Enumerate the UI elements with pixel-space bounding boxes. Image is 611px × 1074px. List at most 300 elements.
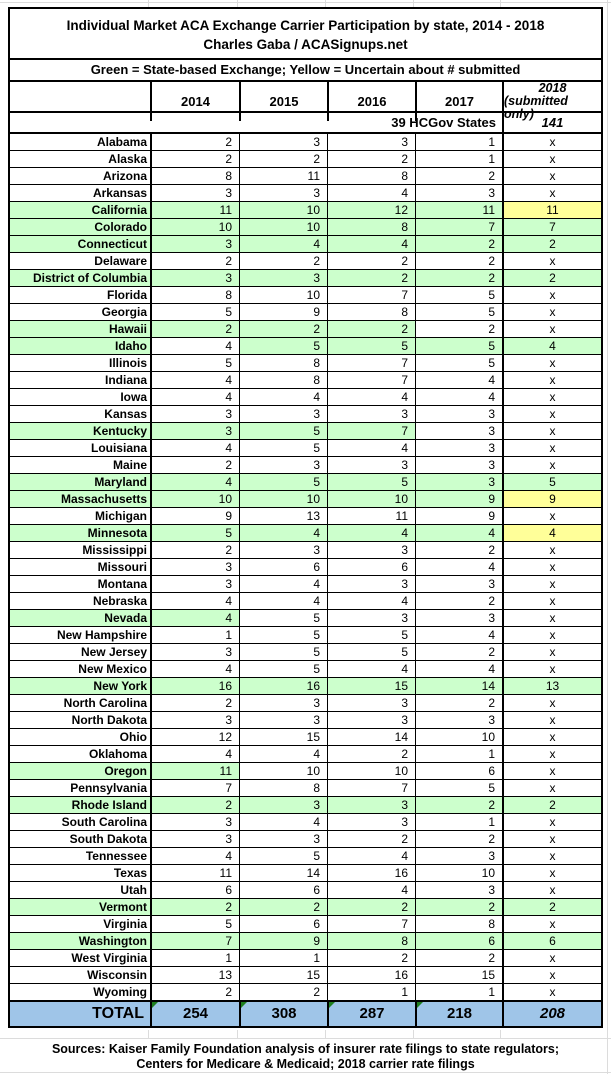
cell-2018[interactable]: 6 [502, 933, 601, 949]
cell-2018[interactable]: x [502, 780, 601, 796]
cell-state-name[interactable]: Arizona [102, 169, 147, 183]
cell-2015[interactable]: 3 [239, 542, 327, 558]
cell-2016[interactable]: 4 [327, 440, 415, 456]
cell-2018[interactable]: x [502, 712, 601, 728]
cell-2014[interactable]: 2 [150, 797, 239, 813]
cell-2014[interactable]: 4 [150, 610, 239, 626]
cell-2015[interactable]: 10 [239, 763, 327, 779]
cell-2015[interactable]: 5 [239, 423, 327, 439]
cell-2015[interactable]: 2 [239, 253, 327, 269]
cell-2015[interactable]: 3 [239, 695, 327, 711]
cell-2014[interactable]: 2 [150, 542, 239, 558]
cell-state-name[interactable]: Iowa [120, 390, 147, 404]
total-2015[interactable] [239, 1002, 327, 1026]
cell-state-name[interactable]: Alabama [96, 135, 147, 149]
cell-2018[interactable]: x [502, 406, 601, 422]
cell-2017[interactable]: 2 [415, 542, 502, 558]
total-2017[interactable] [415, 1002, 502, 1026]
cell-state-name[interactable]: Nebraska [92, 594, 147, 608]
cell-2015[interactable]: 14 [239, 865, 327, 881]
cell-2014[interactable]: 4 [150, 338, 239, 354]
cell-2018[interactable]: x [502, 882, 601, 898]
cell-state-name[interactable]: Colorado [10, 219, 150, 235]
cell-2015[interactable]: 6 [239, 882, 327, 898]
cell-2018[interactable]: x [502, 746, 601, 762]
cell-2016[interactable]: 14 [327, 729, 415, 745]
cell-2016[interactable]: 3 [327, 134, 415, 150]
cell-2015[interactable]: 4 [239, 593, 327, 609]
cell-2017[interactable]: 5 [415, 287, 502, 303]
cell-2018[interactable]: x [502, 576, 601, 592]
cell-2018[interactable]: x [502, 508, 601, 524]
cell-state-name[interactable]: Delaware [94, 254, 147, 268]
cell-2018[interactable]: x [502, 389, 601, 405]
cell-2017[interactable]: 3 [415, 712, 502, 728]
cell-2014[interactable]: 8 [150, 168, 239, 184]
cell-state-name[interactable]: North Dakota [71, 713, 147, 727]
cell-2016[interactable]: 3 [327, 610, 415, 626]
cell-2018[interactable]: 2 [502, 797, 601, 813]
cell-2017[interactable]: 3 [415, 474, 502, 490]
cell-2018[interactable]: x [502, 729, 601, 745]
cell-2017[interactable]: 4 [415, 627, 502, 643]
cell-2017[interactable]: 5 [415, 338, 502, 354]
cell-2017[interactable]: 2 [415, 950, 502, 966]
cell-2016[interactable]: 3 [327, 695, 415, 711]
cell-2016[interactable]: 4 [327, 661, 415, 677]
cell-state-name[interactable]: Rhode Island [10, 797, 150, 813]
cell-2018[interactable]: x [502, 763, 601, 779]
cell-2017[interactable]: 9 [415, 491, 502, 507]
cell-state-name[interactable]: Kansas [104, 407, 147, 421]
cell-2016[interactable]: 8 [327, 219, 415, 235]
cell-2016[interactable]: 2 [327, 746, 415, 762]
cell-2014[interactable]: 4 [150, 848, 239, 864]
cell-state-name[interactable]: Arkansas [92, 186, 147, 200]
cell-2016[interactable]: 3 [327, 797, 415, 813]
cell-2015[interactable]: 4 [239, 814, 327, 830]
header-2014[interactable]: 2014 [150, 82, 239, 121]
cell-2017[interactable]: 2 [415, 797, 502, 813]
cell-2016[interactable]: 4 [327, 882, 415, 898]
cell-2017[interactable]: 3 [415, 440, 502, 456]
cell-2017[interactable]: 7 [415, 219, 502, 235]
cell-2018[interactable]: x [502, 168, 601, 184]
cell-2016[interactable]: 5 [327, 627, 415, 643]
cell-state-name[interactable]: Michigan [94, 509, 147, 523]
cell-2014[interactable]: 4 [150, 440, 239, 456]
cell-state-name[interactable]: Illinois [108, 356, 147, 370]
cell-2016[interactable]: 3 [327, 814, 415, 830]
cell-2015[interactable]: 10 [239, 219, 327, 235]
cell-2017[interactable]: 1 [415, 134, 502, 150]
cell-2017[interactable]: 5 [415, 355, 502, 371]
cell-2014[interactable]: 2 [150, 151, 239, 167]
cell-state-name[interactable]: Washington [10, 933, 150, 949]
cell-2015[interactable]: 15 [239, 967, 327, 983]
cell-state-name[interactable]: Vermont [10, 899, 150, 915]
cell-2016[interactable]: 3 [327, 542, 415, 558]
cell-2017[interactable]: 5 [415, 304, 502, 320]
cell-2016[interactable]: 15 [327, 678, 415, 694]
cell-2018[interactable]: x [502, 321, 601, 337]
cell-2017[interactable]: 3 [415, 848, 502, 864]
cell-2016[interactable]: 2 [327, 831, 415, 847]
cell-2015[interactable]: 10 [239, 202, 327, 218]
cell-2017[interactable]: 3 [415, 406, 502, 422]
cell-2014[interactable]: 3 [150, 406, 239, 422]
total-2018[interactable] [502, 1002, 601, 1026]
cell-2016[interactable]: 2 [327, 253, 415, 269]
cell-state-name[interactable]: Pennsylvania [70, 781, 147, 795]
cell-2015[interactable]: 5 [239, 627, 327, 643]
cell-2016[interactable]: 12 [327, 202, 415, 218]
cell-2015[interactable]: 13 [239, 508, 327, 524]
cell-2015[interactable]: 5 [239, 848, 327, 864]
cell-2017[interactable]: 2 [415, 270, 502, 286]
cell-2014[interactable]: 4 [150, 661, 239, 677]
cell-state-name[interactable]: Kentucky [10, 423, 150, 439]
cell-2016[interactable]: 3 [327, 576, 415, 592]
cell-2017[interactable]: 5 [415, 780, 502, 796]
cell-2014[interactable]: 13 [150, 967, 239, 983]
cell-2016[interactable]: 16 [327, 967, 415, 983]
total-2014[interactable] [150, 1002, 239, 1026]
cell-2018[interactable]: x [502, 355, 601, 371]
cell-2015[interactable]: 3 [239, 270, 327, 286]
cell-2016[interactable]: 4 [327, 389, 415, 405]
cell-2014[interactable]: 11 [150, 763, 239, 779]
cell-state-name[interactable]: Montana [97, 577, 147, 591]
cell-state-name[interactable]: Tennessee [85, 849, 147, 863]
cell-2018[interactable]: x [502, 457, 601, 473]
cell-state-name[interactable]: Louisiana [90, 441, 147, 455]
cell-2016[interactable]: 4 [327, 593, 415, 609]
cell-2018[interactable]: 7 [502, 219, 601, 235]
cell-2014[interactable]: 4 [150, 389, 239, 405]
cell-2014[interactable]: 2 [150, 695, 239, 711]
cell-2016[interactable]: 7 [327, 916, 415, 932]
cell-2015[interactable]: 5 [239, 440, 327, 456]
cell-state-name[interactable]: Indiana [104, 373, 147, 387]
cell-2017[interactable]: 15 [415, 967, 502, 983]
cell-2017[interactable]: 6 [415, 763, 502, 779]
cell-2018[interactable]: x [502, 542, 601, 558]
cell-2018[interactable]: x [502, 848, 601, 864]
cell-state-name[interactable]: Wyoming [93, 985, 147, 999]
cell-state-name[interactable]: Hawaii [10, 321, 150, 337]
cell-2018[interactable]: x [502, 559, 601, 575]
cell-2018[interactable]: x [502, 661, 601, 677]
cell-2017[interactable]: 2 [415, 321, 502, 337]
cell-state-name[interactable]: Maine [112, 458, 147, 472]
cell-2014[interactable]: 4 [150, 593, 239, 609]
cell-state-name[interactable]: Nevada [10, 610, 150, 626]
cell-2017[interactable]: 3 [415, 457, 502, 473]
cell-2018[interactable]: x [502, 984, 601, 1000]
cell-2018[interactable]: x [502, 831, 601, 847]
cell-2014[interactable]: 2 [150, 134, 239, 150]
cell-2015[interactable]: 3 [239, 831, 327, 847]
cell-2017[interactable]: 3 [415, 423, 502, 439]
cell-2014[interactable]: 4 [150, 474, 239, 490]
cell-2015[interactable]: 3 [239, 712, 327, 728]
cell-2016[interactable]: 7 [327, 287, 415, 303]
cell-2016[interactable]: 6 [327, 559, 415, 575]
cell-2014[interactable]: 3 [150, 831, 239, 847]
cell-2014[interactable]: 3 [150, 644, 239, 660]
cell-2016[interactable]: 8 [327, 304, 415, 320]
cell-2015[interactable]: 1 [239, 950, 327, 966]
cell-state-name[interactable]: Georgia [101, 305, 147, 319]
cell-2018[interactable]: x [502, 627, 601, 643]
cell-2016[interactable]: 5 [327, 474, 415, 490]
cell-state-name[interactable]: North Carolina [63, 696, 147, 710]
cell-2015[interactable]: 2 [239, 984, 327, 1000]
cell-2018[interactable]: x [502, 950, 601, 966]
cell-2017[interactable]: 2 [415, 899, 502, 915]
cell-2018[interactable]: x [502, 287, 601, 303]
cell-2015[interactable]: 5 [239, 338, 327, 354]
cell-2016[interactable]: 3 [327, 712, 415, 728]
cell-state-name[interactable]: New Jersey [80, 645, 147, 659]
cell-2017[interactable]: 1 [415, 814, 502, 830]
cell-2018[interactable]: x [502, 185, 601, 201]
cell-2017[interactable]: 9 [415, 508, 502, 524]
cell-2018[interactable]: 2 [502, 236, 601, 252]
cell-2017[interactable]: 4 [415, 661, 502, 677]
cell-2015[interactable]: 9 [239, 933, 327, 949]
cell-2015[interactable]: 10 [239, 287, 327, 303]
cell-2015[interactable]: 9 [239, 304, 327, 320]
cell-2014[interactable]: 12 [150, 729, 239, 745]
cell-2015[interactable]: 6 [239, 916, 327, 932]
cell-2017[interactable]: 1 [415, 746, 502, 762]
cell-2018[interactable]: 2 [502, 270, 601, 286]
cell-2017[interactable]: 14 [415, 678, 502, 694]
cell-2014[interactable]: 3 [150, 576, 239, 592]
cell-2016[interactable]: 3 [327, 406, 415, 422]
cell-2018[interactable]: x [502, 916, 601, 932]
cell-state-name[interactable]: Virginia [103, 917, 147, 931]
cell-state-name[interactable]: New Mexico [78, 662, 147, 676]
cell-2014[interactable]: 16 [150, 678, 239, 694]
cell-state-name[interactable]: New York [10, 678, 150, 694]
header-2017[interactable]: 2017 [415, 82, 502, 121]
cell-2015[interactable]: 8 [239, 372, 327, 388]
cell-2018[interactable]: x [502, 151, 601, 167]
cell-state-name[interactable]: Alaska [108, 152, 147, 166]
cell-2016[interactable]: 4 [327, 185, 415, 201]
cell-2017[interactable]: 2 [415, 644, 502, 660]
total-2016[interactable] [327, 1002, 415, 1026]
cell-2018[interactable]: x [502, 440, 601, 456]
cell-2017[interactable]: 10 [415, 729, 502, 745]
cell-2016[interactable]: 3 [327, 457, 415, 473]
cell-2014[interactable]: 7 [150, 933, 239, 949]
cell-2015[interactable]: 11 [239, 168, 327, 184]
cell-state-name[interactable]: Ohio [119, 730, 147, 744]
cell-state-name[interactable]: Idaho [10, 338, 150, 354]
cell-state-name[interactable]: Texas [113, 866, 147, 880]
cell-2016[interactable]: 5 [327, 338, 415, 354]
cell-2014[interactable]: 2 [150, 457, 239, 473]
cell-2016[interactable]: 7 [327, 423, 415, 439]
cell-2014[interactable]: 5 [150, 304, 239, 320]
cell-2016[interactable]: 2 [327, 950, 415, 966]
cell-2015[interactable]: 4 [239, 746, 327, 762]
cell-2016[interactable]: 2 [327, 321, 415, 337]
hcgov-label[interactable]: 39 HCGov States [391, 115, 496, 130]
cell-2016[interactable]: 7 [327, 780, 415, 796]
cell-2018[interactable]: 13 [502, 678, 601, 694]
header-2016[interactable]: 2016 [327, 82, 415, 121]
cell-state-name[interactable]: Oklahoma [88, 747, 147, 761]
header-2015[interactable]: 2015 [239, 82, 327, 121]
cell-2015[interactable]: 3 [239, 134, 327, 150]
cell-2015[interactable]: 6 [239, 559, 327, 575]
cell-2014[interactable]: 1 [150, 627, 239, 643]
cell-2017[interactable]: 2 [415, 168, 502, 184]
cell-2015[interactable]: 4 [239, 525, 327, 541]
cell-2017[interactable]: 1 [415, 151, 502, 167]
cell-2015[interactable]: 5 [239, 610, 327, 626]
cell-2018[interactable]: x [502, 134, 601, 150]
cell-2018[interactable]: x [502, 644, 601, 660]
cell-2018[interactable]: x [502, 593, 601, 609]
cell-2014[interactable]: 11 [150, 865, 239, 881]
cell-2017[interactable]: 2 [415, 831, 502, 847]
cell-2018[interactable]: 11 [502, 202, 601, 218]
cell-2014[interactable]: 6 [150, 882, 239, 898]
cell-2017[interactable]: 8 [415, 916, 502, 932]
cell-state-name[interactable]: California [10, 202, 150, 218]
cell-2014[interactable]: 2 [150, 899, 239, 915]
cell-state-name[interactable]: Minnesota [10, 525, 150, 541]
cell-2014[interactable]: 3 [150, 559, 239, 575]
cell-2014[interactable]: 3 [150, 236, 239, 252]
cell-state-name[interactable]: Mississippi [82, 543, 147, 557]
cell-2015[interactable]: 15 [239, 729, 327, 745]
cell-state-name[interactable]: South Dakota [69, 832, 147, 846]
cell-2017[interactable]: 3 [415, 882, 502, 898]
cell-2015[interactable]: 5 [239, 474, 327, 490]
cell-2017[interactable]: 3 [415, 610, 502, 626]
cell-2015[interactable]: 5 [239, 661, 327, 677]
cell-2016[interactable]: 16 [327, 865, 415, 881]
cell-state-name[interactable]: Utah [120, 883, 147, 897]
cell-2015[interactable]: 3 [239, 406, 327, 422]
cell-2014[interactable]: 2 [150, 984, 239, 1000]
cell-2018[interactable]: x [502, 814, 601, 830]
cell-2017[interactable]: 10 [415, 865, 502, 881]
cell-2014[interactable]: 1 [150, 950, 239, 966]
cell-2015[interactable]: 10 [239, 491, 327, 507]
cell-state-name[interactable]: Connecticut [10, 236, 150, 252]
cell-2014[interactable]: 3 [150, 270, 239, 286]
cell-2015[interactable]: 2 [239, 321, 327, 337]
cell-2015[interactable]: 4 [239, 576, 327, 592]
cell-2018[interactable]: x [502, 610, 601, 626]
cell-state-name[interactable]: New Hampshire [56, 628, 147, 642]
cell-2016[interactable]: 10 [327, 491, 415, 507]
cell-2017[interactable]: 4 [415, 559, 502, 575]
cell-2014[interactable]: 5 [150, 525, 239, 541]
total-label[interactable]: TOTAL [92, 1005, 144, 1022]
cell-2016[interactable]: 8 [327, 933, 415, 949]
cell-2016[interactable]: 5 [327, 644, 415, 660]
cell-2017[interactable]: 4 [415, 389, 502, 405]
cell-2014[interactable]: 3 [150, 712, 239, 728]
cell-2016[interactable]: 8 [327, 168, 415, 184]
cell-2018[interactable]: x [502, 967, 601, 983]
cell-2018[interactable]: x [502, 423, 601, 439]
cell-2018[interactable]: 5 [502, 474, 601, 490]
cell-2015[interactable]: 8 [239, 780, 327, 796]
cell-state-name[interactable]: Maryland [10, 474, 150, 490]
cell-2014[interactable]: 3 [150, 814, 239, 830]
cell-2016[interactable]: 7 [327, 355, 415, 371]
cell-2016[interactable]: 4 [327, 236, 415, 252]
cell-2018[interactable]: 4 [502, 525, 601, 541]
cell-2015[interactable]: 4 [239, 389, 327, 405]
cell-2015[interactable]: 2 [239, 899, 327, 915]
cell-2014[interactable]: 5 [150, 355, 239, 371]
cell-2014[interactable]: 10 [150, 219, 239, 235]
cell-2017[interactable]: 2 [415, 236, 502, 252]
cell-2014[interactable]: 8 [150, 287, 239, 303]
cell-2015[interactable]: 2 [239, 151, 327, 167]
hcgov-2018-value[interactable]: 141 [502, 113, 601, 132]
cell-2015[interactable]: 16 [239, 678, 327, 694]
cell-2017[interactable]: 3 [415, 576, 502, 592]
cell-2014[interactable]: 3 [150, 185, 239, 201]
cell-2016[interactable]: 10 [327, 763, 415, 779]
cell-2014[interactable]: 9 [150, 508, 239, 524]
cell-2014[interactable]: 11 [150, 202, 239, 218]
cell-state-name[interactable]: Missouri [97, 560, 147, 574]
cell-2017[interactable]: 6 [415, 933, 502, 949]
cell-2017[interactable]: 2 [415, 593, 502, 609]
cell-2017[interactable]: 4 [415, 372, 502, 388]
cell-state-name[interactable]: South Carolina [61, 815, 147, 829]
cell-2017[interactable]: 3 [415, 185, 502, 201]
cell-2018[interactable]: x [502, 253, 601, 269]
cell-2014[interactable]: 7 [150, 780, 239, 796]
cell-2016[interactable]: 2 [327, 151, 415, 167]
cell-2016[interactable]: 4 [327, 848, 415, 864]
cell-2014[interactable]: 2 [150, 321, 239, 337]
cell-state-name[interactable]: Massachusetts [10, 491, 150, 507]
cell-2015[interactable]: 3 [239, 457, 327, 473]
cell-2018[interactable]: x [502, 695, 601, 711]
cell-2015[interactable]: 5 [239, 644, 327, 660]
cell-2014[interactable]: 10 [150, 491, 239, 507]
cell-state-name[interactable]: Oregon [10, 763, 150, 779]
cell-2017[interactable]: 1 [415, 984, 502, 1000]
cell-2015[interactable]: 3 [239, 185, 327, 201]
cell-2017[interactable]: 4 [415, 525, 502, 541]
cell-2018[interactable]: x [502, 865, 601, 881]
cell-2017[interactable]: 2 [415, 695, 502, 711]
cell-state-name[interactable]: District of Columbia [10, 270, 150, 286]
cell-2016[interactable]: 1 [327, 984, 415, 1000]
cell-2014[interactable]: 4 [150, 372, 239, 388]
cell-2018[interactable]: 9 [502, 491, 601, 507]
cell-2017[interactable]: 2 [415, 253, 502, 269]
cell-2014[interactable]: 4 [150, 746, 239, 762]
cell-2015[interactable]: 8 [239, 355, 327, 371]
